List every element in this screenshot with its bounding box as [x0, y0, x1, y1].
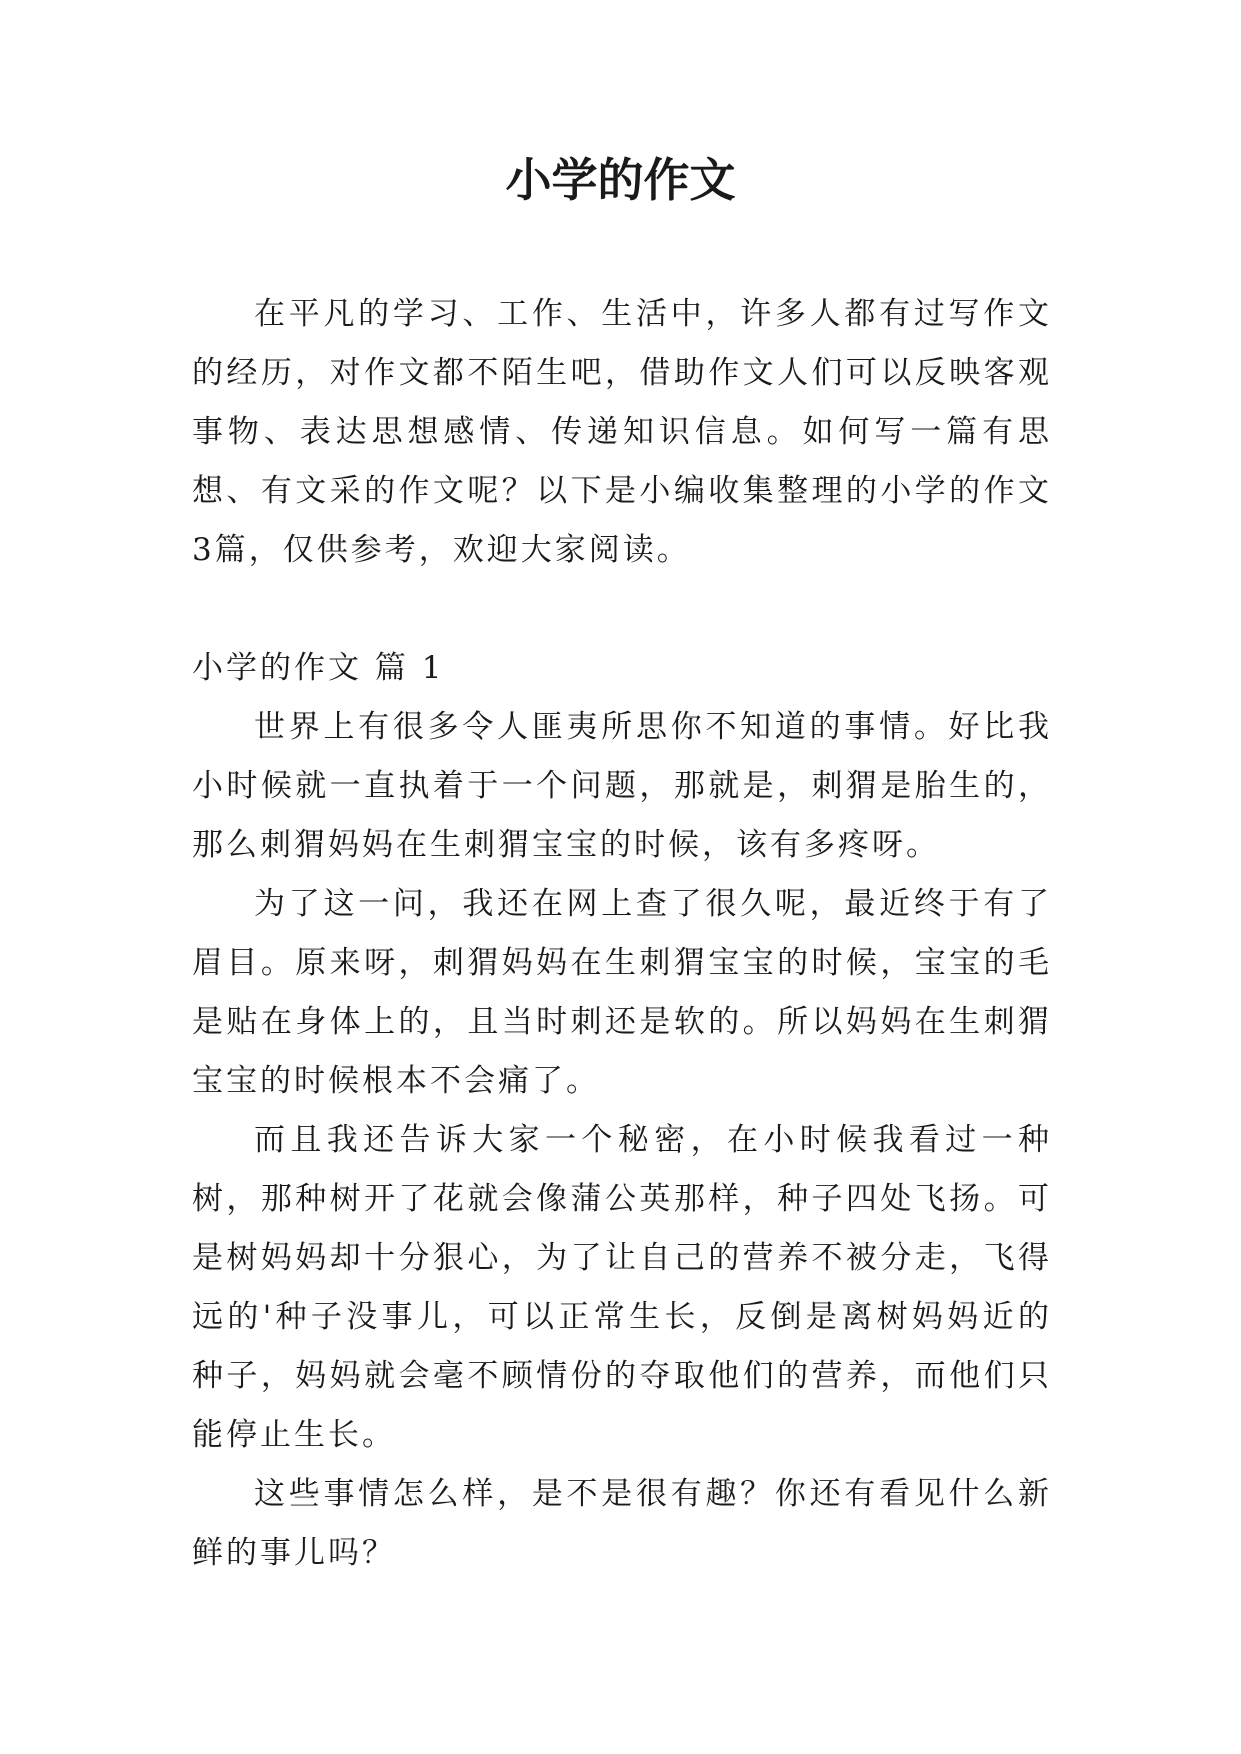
document-title: 小学的作文	[505, 153, 736, 207]
paragraph-2: 为了这一问，我还在网上查了很久呢，最近终于有了眉目。原来呀，刺猬妈妈在生刺猬宝宝的时候，宝宝的毛是贴在身体上的，且当时刺还是软的。所以妈妈在生刺猬宝宝的时候根本不会痛了。	[192, 886, 1052, 1099]
intro-paragraph: 在平凡的学习、工作、生活中，许多人都有过写作文的经历，对作文都不陌生吧，借助作文人们可以反映客观事物、表达思想感情、传递知识信息。如何写一篇有思想、有文采的作文呢？以下是小编收集整理的小学的作文3篇，仅供参考，欢迎大家阅读。	[192, 296, 1052, 568]
paragraph-3: 而且我还告诉大家一个秘密，在小时候我看过一种树，那种树开了花就会像蒲公英那样，种子四处飞扬。可是树妈妈却十分狠心，为了让自己的营养不被分走，飞得远的'种子没事儿，可以正常生长，反倒是离树妈妈近的种子，妈妈就会毫不顾情份的夺取他们的营养，而他们只能停止生长。	[192, 1122, 1052, 1453]
intro-block	[192, 285, 1052, 580]
section-heading: 小学的作文 篇 1	[192, 650, 445, 686]
paragraph-4: 这些事情怎么样，是不是很有趣？你还有看见什么新鲜的事儿吗？	[192, 1476, 1052, 1571]
essay-section-1	[192, 639, 1052, 1583]
paragraph-1: 世界上有很多令人匪夷所思你不知道的事情。好比我小时候就一直执着于一个问题，那就是，刺猬是胎生的，那么刺猬妈妈在生刺猬宝宝的时候，该有多疼呀。	[192, 709, 1052, 863]
